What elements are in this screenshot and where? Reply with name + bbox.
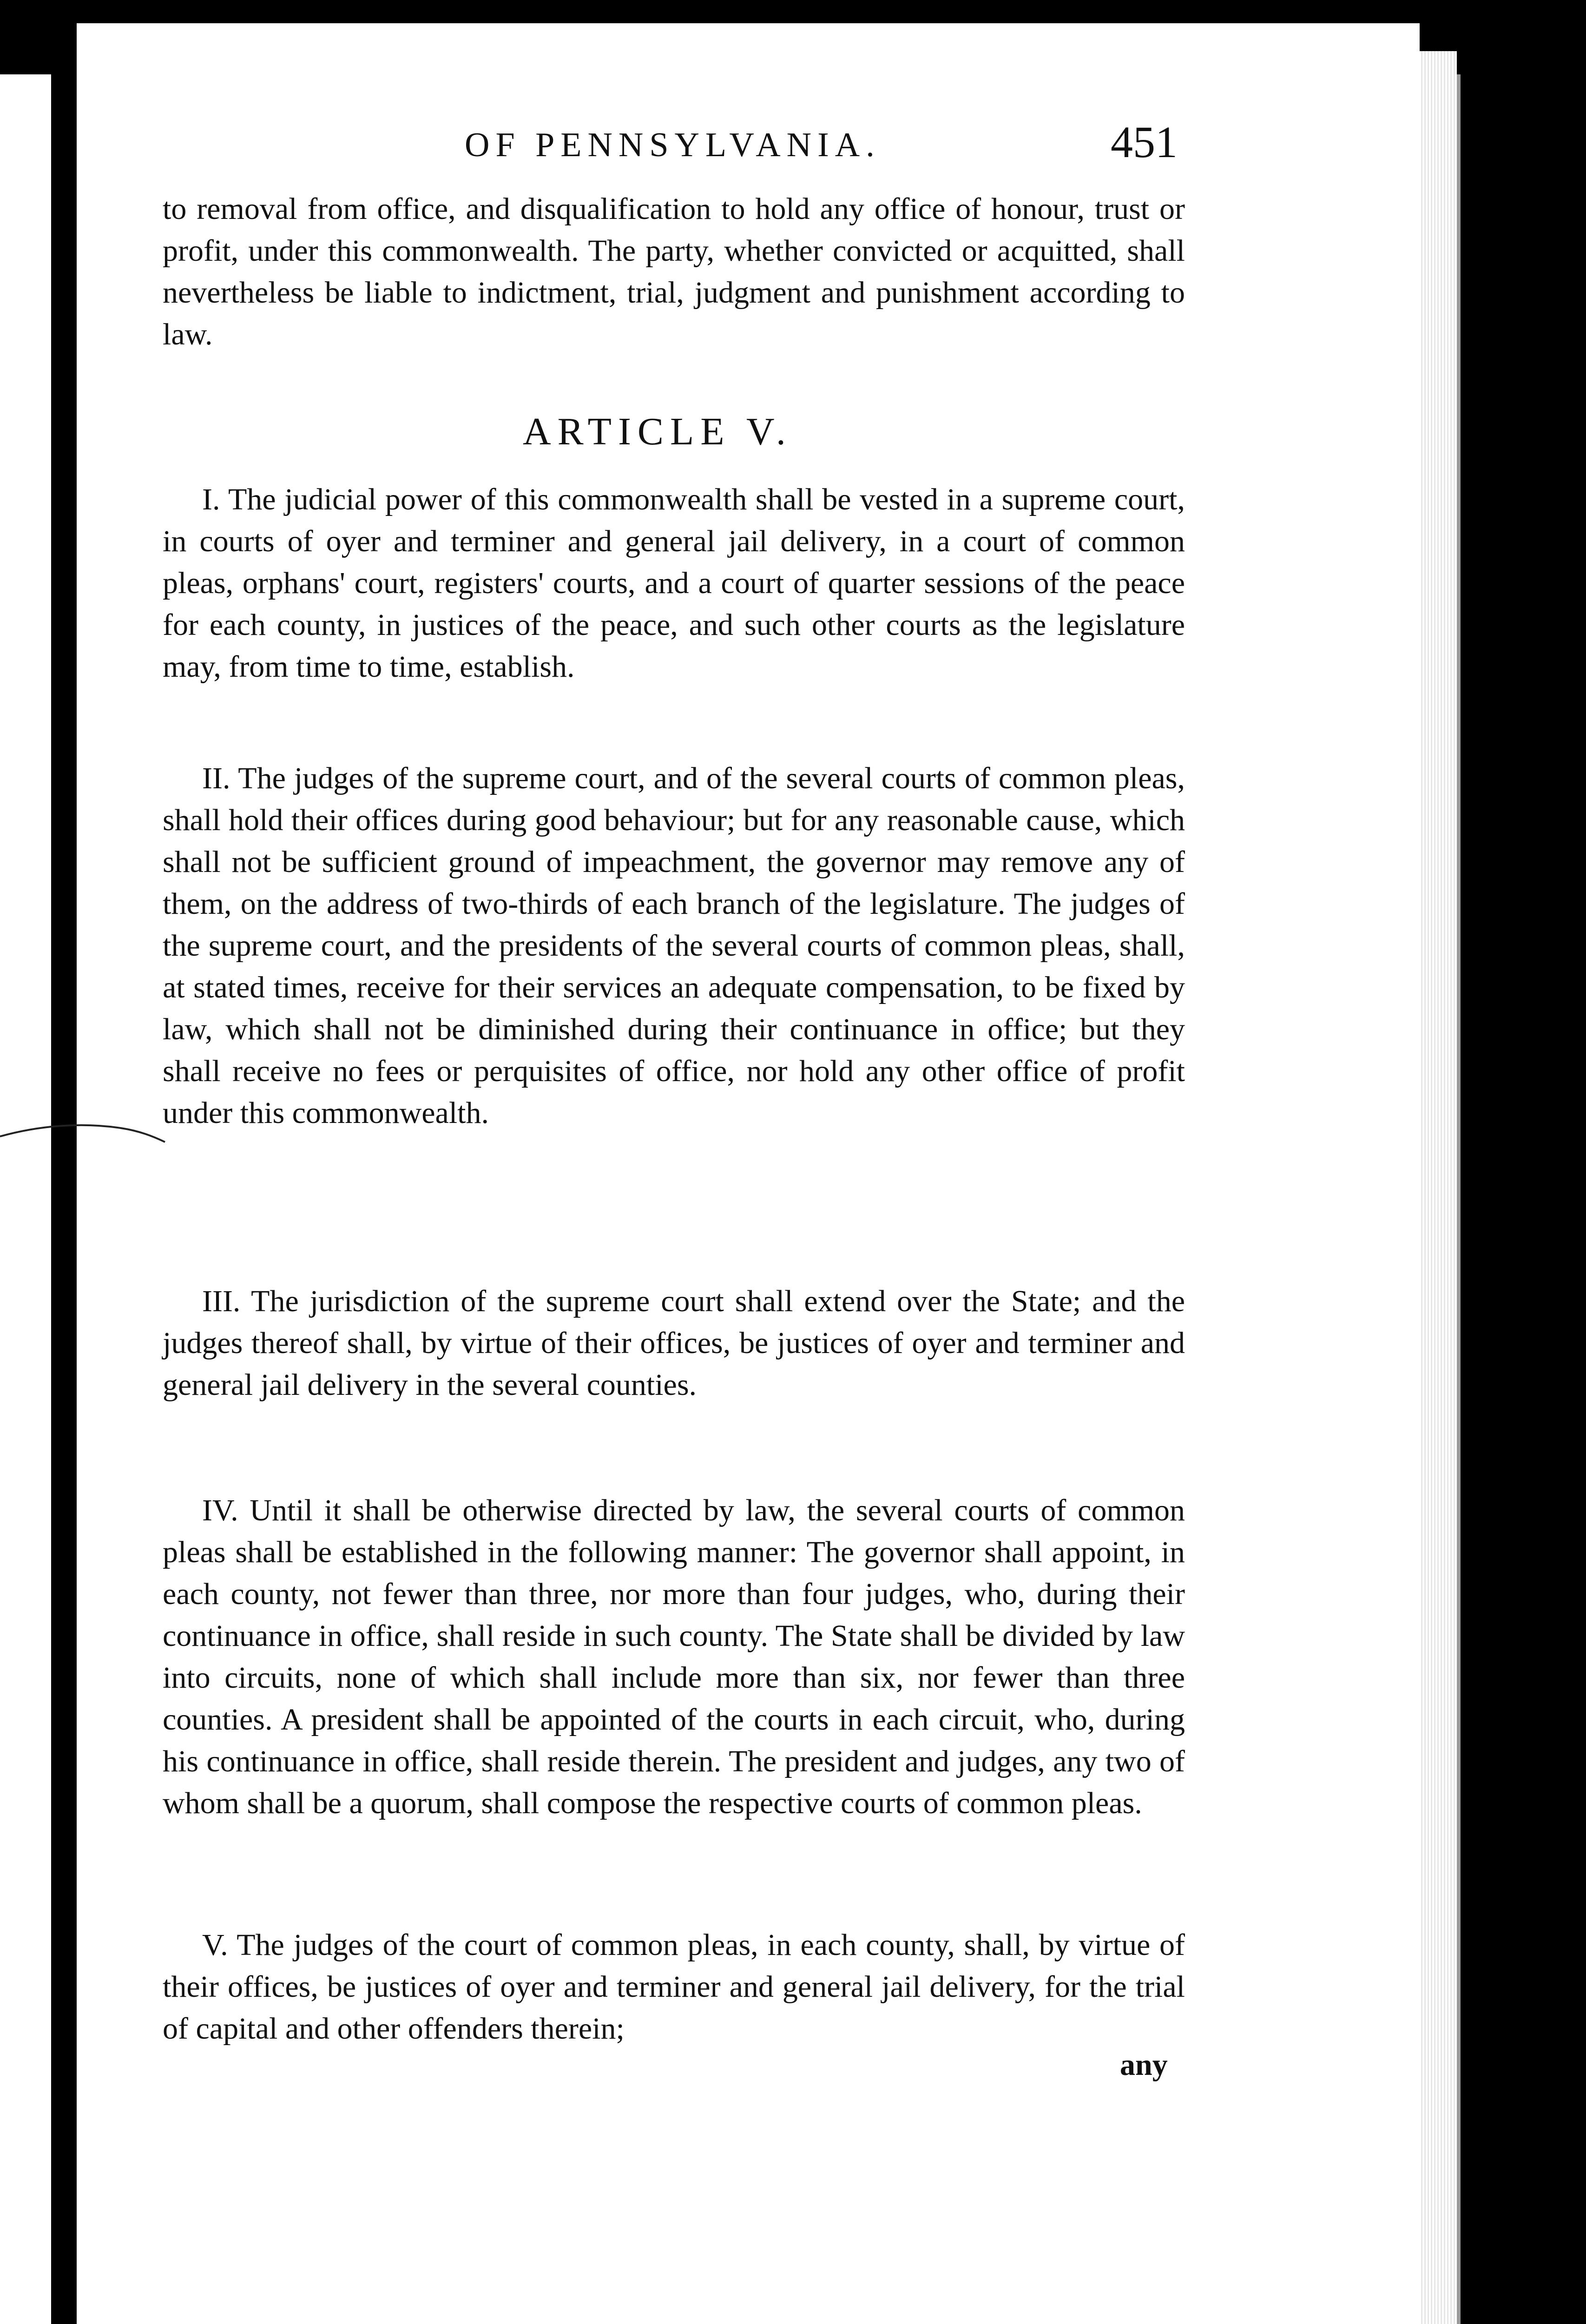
page-stack-edge	[1420, 51, 1457, 2324]
section-5: V. The judges of the court of common pleas, in each county, shall, by virtue of their offices, be justices of oyer and terminer and general jail delivery, for the trial of capital and other offenders therein;	[163, 1928, 1185, 2046]
page-edge-shadow	[1457, 74, 1461, 2324]
article-heading: ARTICLE V.	[523, 410, 792, 453]
pencil-mark-icon	[0, 1118, 167, 1146]
section-1: I. The judicial power of this commonwealth shall be vested in a supreme court, in courts of oyer and terminer and general jail delivery, in a court of common pleas, orphans' court, registers' courts, and a court of quarter sessions of the peace for each county, in justices of the peace, and such other courts as the legislature may, from time to time, establish.	[163, 482, 1185, 684]
section-4: IV. Until it shall be otherwise directed by law, the several courts of common pleas shall be established in the following manner: The governor shall appoint, in each county, not fewer than three, nor more than four judges, who, during their continuance in office, shall reside in such county. The State shall be divided by law into circuits, none of which shall include more than six, nor fewer than three counties. A president shall be appointed of the courts in each circuit, who, during his continuance in office, shall reside therein. The president and judges, any two of whom shall be a quorum, shall compose the respective courts of common pleas.	[163, 1493, 1185, 1820]
section-3: III. The jurisdiction of the supreme court shall extend over the State; and the judges thereof shall, by virtue of their offices, be justices of oyer and terminer and general jail delivery in the several counties.	[163, 1284, 1185, 1402]
catchword: any	[1120, 2048, 1168, 2082]
section-2: II. The judges of the supreme court, and of the several courts of common pleas, shall hold their offices during good behaviour; but for any reasonable cause, which shall not be sufficient ground of impeachment, the governor may remove any of them, on the address of two-thirds of each branch of the legislature. The judges of the supreme court, and the presidents of the several courts of common pleas, shall, at stated times, receive for their services an adequate compensation, to be fixed by law, which shall not be diminished during their continuance in office; but they shall receive no fees or perquisites of office, nor hold any other office of profit under this commonwealth.	[163, 761, 1185, 1130]
facing-page-edge	[0, 74, 51, 2324]
running-head: OF PENNSYLVANIA.	[465, 126, 881, 164]
continuation-paragraph: to removal from office, and disqualification to hold any office of honour, trust or profit, under this commonwealth. The party, whether convicted or acquitted, shall nevertheless be liable to indictment, trial, judgment and punishment according to law.	[163, 192, 1185, 351]
page-number: 451	[1111, 117, 1178, 167]
